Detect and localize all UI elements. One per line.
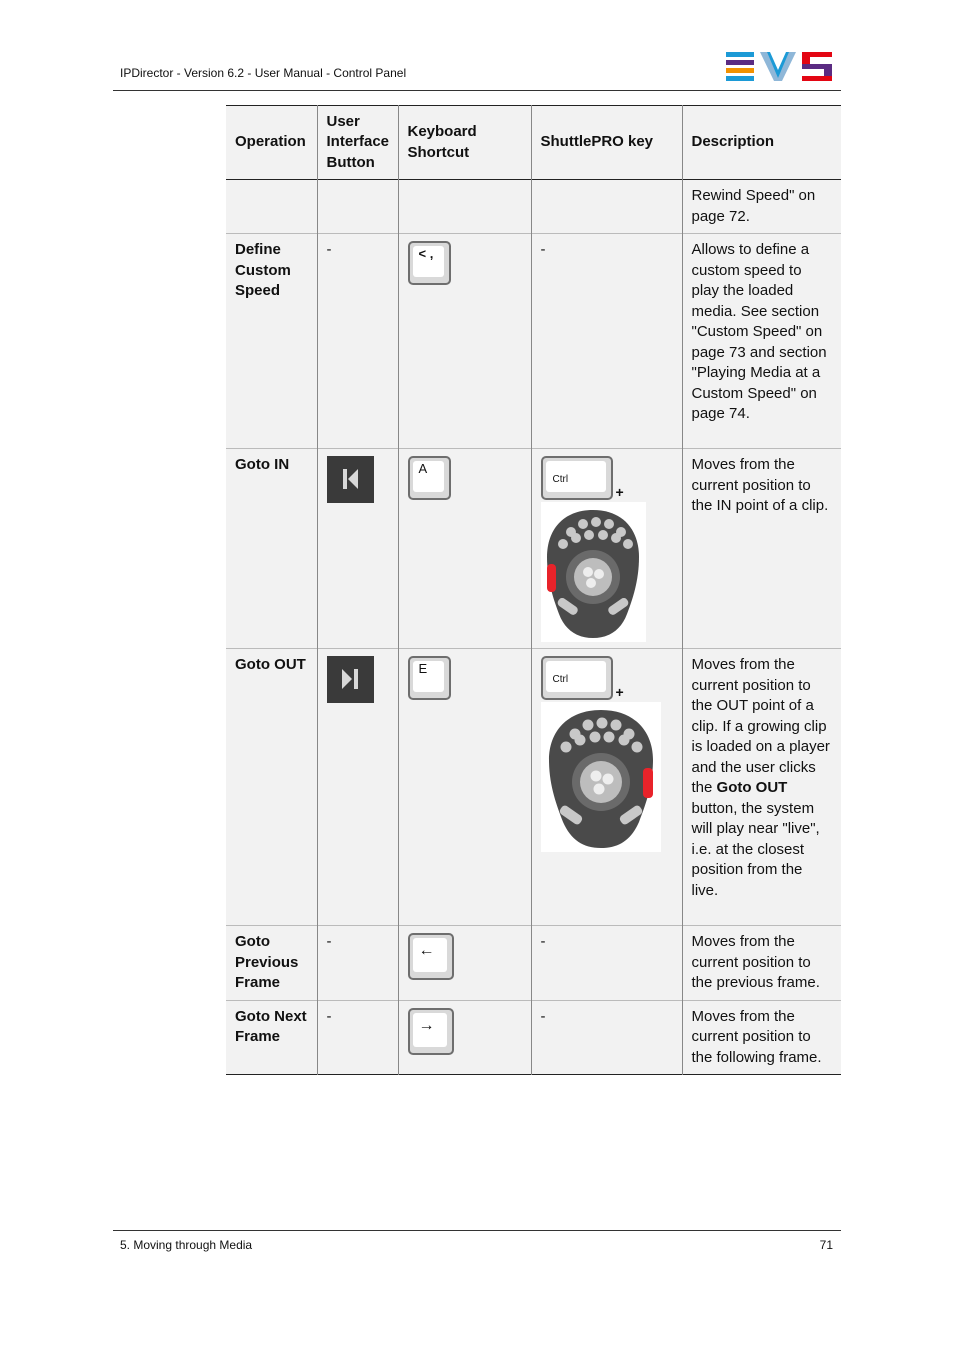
key-label: < ,: [413, 246, 444, 277]
col-header-shuttlepro: ShuttlePRO key: [531, 106, 682, 180]
description-cell: Moves from the current position to the previous frame.: [682, 926, 841, 1001]
highlighted-key: [643, 768, 653, 798]
description-cell: [682, 649, 841, 926]
table-row: [226, 449, 841, 649]
keyboard-cell: [398, 649, 531, 926]
key-label: ←: [413, 938, 447, 972]
keyboard-key-right-arrow: [408, 1008, 454, 1055]
page-number: 71: [819, 1238, 833, 1252]
ui-button-cell: -: [317, 234, 398, 449]
ui-button-cell: -: [317, 926, 398, 1001]
description-cell: Rewind Speed" on page 72.: [682, 180, 841, 234]
operation-cell: [226, 180, 317, 234]
shuttlepro-device-icon: [541, 702, 661, 852]
control-table: [226, 105, 841, 1075]
key-label: Ctrl: [546, 461, 606, 492]
col-header-description: Description: [682, 106, 841, 180]
col-header-operation: Operation: [226, 106, 317, 180]
description-text: Moves from the current position to the OUT point of a clip. If a growing clip is loaded on a player and the user clicks the: [691, 656, 830, 796]
shuttle-combo: [541, 456, 674, 642]
plus-sign: +: [615, 484, 624, 500]
keyboard-key-e: [408, 656, 451, 700]
shuttle-cell: [531, 449, 682, 649]
keyboard-cell: [398, 926, 531, 1001]
table-row: [226, 180, 841, 234]
footer-chapter: 5. Moving through Media: [120, 1238, 253, 1252]
keyboard-key-a: [408, 456, 451, 500]
shuttle-cell: -: [531, 1000, 682, 1075]
ui-button-cell: [317, 449, 398, 649]
table-row: [226, 234, 841, 449]
ui-button-cell: -: [317, 1000, 398, 1075]
ui-button-cell: [317, 180, 398, 234]
keyboard-key-ctrl: [541, 456, 613, 500]
keyboard-cell: [398, 180, 531, 234]
table-row: [226, 649, 841, 926]
keyboard-cell: [398, 234, 531, 449]
operation-cell: Define Custom Speed: [226, 234, 317, 449]
ui-button-cell: [317, 649, 398, 926]
plus-sign: +: [615, 684, 624, 700]
evs-logo: [726, 52, 834, 82]
table-row: [226, 926, 841, 1001]
description-text: button, the system will play near "live", i.e. at the closest position from the live.: [691, 799, 820, 899]
footer-rule: [113, 1230, 841, 1231]
key-label: →: [413, 1013, 447, 1047]
shuttle-cell: [531, 180, 682, 234]
highlighted-key: [547, 564, 556, 592]
key-label: A: [413, 461, 444, 492]
goto-in-icon: [327, 456, 374, 503]
keyboard-key-comma: [408, 241, 451, 285]
shuttle-cell: -: [531, 926, 682, 1001]
table-header-row: [226, 106, 841, 180]
shuttle-cell: [531, 649, 682, 926]
description-cell: Moves from the current position to the following frame.: [682, 1000, 841, 1075]
operation-cell: Goto Previous Frame: [226, 926, 317, 1001]
description-bold: Goto OUT: [716, 779, 788, 796]
key-label: Ctrl: [546, 661, 606, 692]
running-header: IPDirector - Version 6.2 - User Manual - Control Panel: [120, 66, 407, 80]
keyboard-key-ctrl: [541, 656, 613, 700]
keyboard-key-left-arrow: [408, 933, 454, 980]
shuttlepro-device-icon: [541, 502, 646, 642]
header-rule: [113, 90, 841, 91]
shuttle-combo: [541, 656, 674, 852]
description-cell: Moves from the current position to the IN point of a clip.: [682, 449, 841, 649]
col-header-keyboard: Keyboard Shortcut: [398, 106, 531, 180]
keyboard-cell: [398, 449, 531, 649]
goto-out-icon: [327, 656, 374, 703]
shuttle-cell: -: [531, 234, 682, 449]
operation-cell: Goto OUT: [226, 649, 317, 926]
table-row: [226, 1000, 841, 1075]
col-header-ui-button: User Interface Button: [317, 106, 398, 180]
keyboard-cell: [398, 1000, 531, 1075]
operation-cell: Goto Next Frame: [226, 1000, 317, 1075]
key-label: E: [413, 661, 444, 692]
description-cell: Allows to define a custom speed to play the loaded media. See section "Custom Speed" on page 73 and section "Playing Media at a Custom Speed" on page 74.: [682, 234, 841, 449]
operation-cell: Goto IN: [226, 449, 317, 649]
